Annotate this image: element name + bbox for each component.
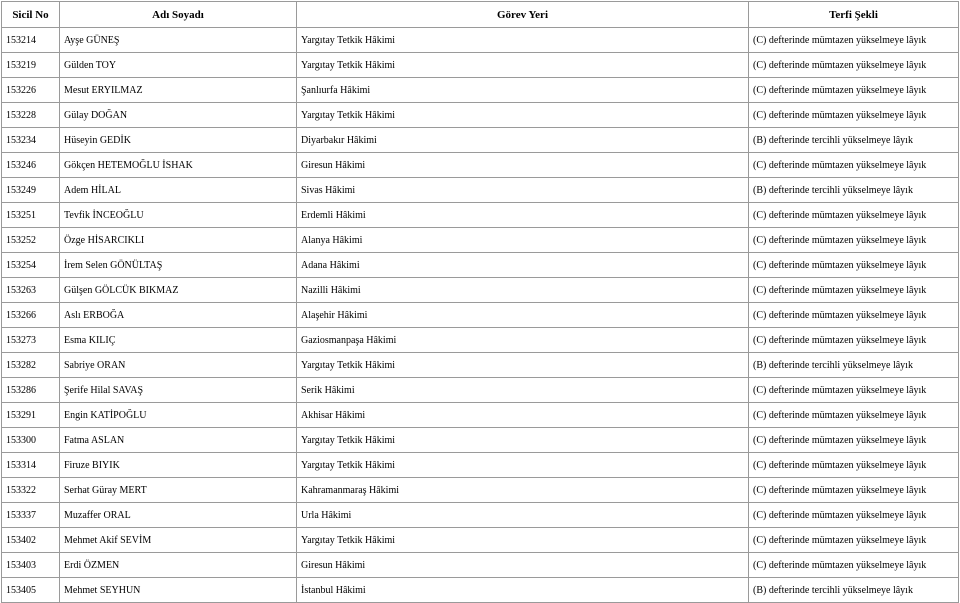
cell-promotion-type: (C) defterinde mümtazen yükselmeye lâyık: [749, 53, 959, 78]
cell-registry-no: 153291: [2, 403, 60, 428]
cell-full-name: Tevfik İNCEOĞLU: [60, 203, 297, 228]
table-row: [2, 178, 959, 203]
table-row: [2, 503, 959, 528]
cell-promotion-type: (C) defterinde mümtazen yükselmeye lâyık: [749, 403, 959, 428]
table-row: [2, 203, 959, 228]
cell-promotion-type: (B) defterinde tercihli yükselmeye lâyık: [749, 128, 959, 153]
cell-registry-no: 153263: [2, 278, 60, 303]
cell-duty-station: Alaşehir Hâkimi: [297, 303, 749, 328]
cell-duty-station: Giresun Hâkimi: [297, 153, 749, 178]
table-row: [2, 153, 959, 178]
table-row: [2, 128, 959, 153]
cell-duty-station: İstanbul Hâkimi: [297, 578, 749, 603]
cell-duty-station: Urla Hâkimi: [297, 503, 749, 528]
table-row: [2, 328, 959, 353]
cell-promotion-type: (C) defterinde mümtazen yükselmeye lâyık: [749, 103, 959, 128]
cell-promotion-type: (C) defterinde mümtazen yükselmeye lâyık: [749, 28, 959, 53]
cell-registry-no: 153214: [2, 28, 60, 53]
table-header: [2, 2, 959, 28]
cell-full-name: Gökçen HETEMOĞLU İSHAK: [60, 153, 297, 178]
cell-full-name: Firuze BIYIK: [60, 453, 297, 478]
table-row: [2, 278, 959, 303]
cell-promotion-type: (C) defterinde mümtazen yükselmeye lâyık: [749, 228, 959, 253]
cell-full-name: Gülay DOĞAN: [60, 103, 297, 128]
table-row: [2, 28, 959, 53]
cell-promotion-type: (C) defterinde mümtazen yükselmeye lâyık: [749, 253, 959, 278]
cell-duty-station: Erdemli Hâkimi: [297, 203, 749, 228]
table-row: [2, 528, 959, 553]
cell-registry-no: 153226: [2, 78, 60, 103]
cell-registry-no: 153402: [2, 528, 60, 553]
cell-registry-no: 153337: [2, 503, 60, 528]
table-row: [2, 578, 959, 603]
cell-duty-station: Kahramanmaraş Hâkimi: [297, 478, 749, 503]
cell-promotion-type: (C) defterinde mümtazen yükselmeye lâyık: [749, 328, 959, 353]
cell-duty-station: Serik Hâkimi: [297, 378, 749, 403]
cell-full-name: Engin KATİPOĞLU: [60, 403, 297, 428]
cell-duty-station: Akhisar Hâkimi: [297, 403, 749, 428]
table-row: [2, 378, 959, 403]
table-row: [2, 478, 959, 503]
table-row: [2, 303, 959, 328]
cell-registry-no: 153246: [2, 153, 60, 178]
cell-registry-no: 153282: [2, 353, 60, 378]
cell-duty-station: Yargıtay Tetkik Hâkimi: [297, 453, 749, 478]
cell-promotion-type: (C) defterinde mümtazen yükselmeye lâyık: [749, 528, 959, 553]
cell-promotion-type: (C) defterinde mümtazen yükselmeye lâyık: [749, 303, 959, 328]
cell-registry-no: 153266: [2, 303, 60, 328]
cell-registry-no: 153403: [2, 553, 60, 578]
cell-duty-station: Sivas Hâkimi: [297, 178, 749, 203]
table-row: [2, 228, 959, 253]
cell-registry-no: 153405: [2, 578, 60, 603]
promotion-list-table: [1, 1, 959, 603]
cell-promotion-type: (B) defterinde tercihli yükselmeye lâyık: [749, 178, 959, 203]
cell-full-name: Serhat Güray MERT: [60, 478, 297, 503]
cell-registry-no: 153249: [2, 178, 60, 203]
cell-duty-station: Adana Hâkimi: [297, 253, 749, 278]
header-registry-no: Sicil No: [2, 2, 60, 28]
cell-duty-station: Gaziosmanpaşa Hâkimi: [297, 328, 749, 353]
cell-registry-no: 153219: [2, 53, 60, 78]
cell-promotion-type: (C) defterinde mümtazen yükselmeye lâyık: [749, 78, 959, 103]
cell-registry-no: 153286: [2, 378, 60, 403]
cell-full-name: Özge HİSARCIKLI: [60, 228, 297, 253]
cell-duty-station: Yargıtay Tetkik Hâkimi: [297, 28, 749, 53]
cell-duty-station: Nazilli Hâkimi: [297, 278, 749, 303]
cell-full-name: Aslı ERBOĞA: [60, 303, 297, 328]
cell-full-name: Gülden TOY: [60, 53, 297, 78]
table-row: [2, 103, 959, 128]
cell-promotion-type: (C) defterinde mümtazen yükselmeye lâyık: [749, 378, 959, 403]
cell-promotion-type: (C) defterinde mümtazen yükselmeye lâyık: [749, 453, 959, 478]
cell-full-name: Mehmet Akif SEVİM: [60, 528, 297, 553]
cell-registry-no: 153228: [2, 103, 60, 128]
cell-duty-station: Yargıtay Tetkik Hâkimi: [297, 103, 749, 128]
cell-registry-no: 153252: [2, 228, 60, 253]
table-row: [2, 403, 959, 428]
cell-promotion-type: (C) defterinde mümtazen yükselmeye lâyık: [749, 478, 959, 503]
table-row: [2, 453, 959, 478]
cell-promotion-type: (B) defterinde tercihli yükselmeye lâyık: [749, 578, 959, 603]
table-row: [2, 353, 959, 378]
cell-promotion-type: (C) defterinde mümtazen yükselmeye lâyık: [749, 278, 959, 303]
cell-full-name: Hüseyin GEDİK: [60, 128, 297, 153]
cell-duty-station: Yargıtay Tetkik Hâkimi: [297, 428, 749, 453]
cell-registry-no: 153234: [2, 128, 60, 153]
cell-registry-no: 153251: [2, 203, 60, 228]
cell-duty-station: Yargıtay Tetkik Hâkimi: [297, 53, 749, 78]
cell-duty-station: Yargıtay Tetkik Hâkimi: [297, 353, 749, 378]
table-body: [2, 28, 959, 603]
cell-full-name: Şerife Hilal SAVAŞ: [60, 378, 297, 403]
cell-full-name: Adem HİLAL: [60, 178, 297, 203]
cell-duty-station: Şanlıurfa Hâkimi: [297, 78, 749, 103]
cell-registry-no: 153273: [2, 328, 60, 353]
cell-full-name: Muzaffer ORAL: [60, 503, 297, 528]
cell-promotion-type: (C) defterinde mümtazen yükselmeye lâyık: [749, 153, 959, 178]
table-row: [2, 253, 959, 278]
cell-full-name: Erdi ÖZMEN: [60, 553, 297, 578]
cell-duty-station: Yargıtay Tetkik Hâkimi: [297, 528, 749, 553]
cell-registry-no: 153254: [2, 253, 60, 278]
cell-promotion-type: (C) defterinde mümtazen yükselmeye lâyık: [749, 503, 959, 528]
cell-duty-station: Diyarbakır Hâkimi: [297, 128, 749, 153]
header-promotion-type: Terfi Şekli: [749, 2, 959, 28]
cell-full-name: Fatma ASLAN: [60, 428, 297, 453]
cell-promotion-type: (B) defterinde tercihli yükselmeye lâyık: [749, 353, 959, 378]
table-row: [2, 428, 959, 453]
header-full-name: Adı Soyadı: [60, 2, 297, 28]
cell-full-name: Ayşe GÜNEŞ: [60, 28, 297, 53]
cell-full-name: Mehmet SEYHUN: [60, 578, 297, 603]
cell-full-name: Sabriye ORAN: [60, 353, 297, 378]
cell-full-name: Mesut ERYILMAZ: [60, 78, 297, 103]
cell-full-name: Gülşen GÖLCÜK BIKMAZ: [60, 278, 297, 303]
table-row: [2, 78, 959, 103]
cell-promotion-type: (C) defterinde mümtazen yükselmeye lâyık: [749, 553, 959, 578]
cell-registry-no: 153300: [2, 428, 60, 453]
cell-full-name: Esma KILIÇ: [60, 328, 297, 353]
cell-registry-no: 153322: [2, 478, 60, 503]
cell-promotion-type: (C) defterinde mümtazen yükselmeye lâyık: [749, 203, 959, 228]
cell-duty-station: Alanya Hâkimi: [297, 228, 749, 253]
header-duty-station: Görev Yeri: [297, 2, 749, 28]
cell-duty-station: Giresun Hâkimi: [297, 553, 749, 578]
cell-registry-no: 153314: [2, 453, 60, 478]
table-row: [2, 553, 959, 578]
header-row: [2, 2, 959, 28]
cell-promotion-type: (C) defterinde mümtazen yükselmeye lâyık: [749, 428, 959, 453]
cell-full-name: İrem Selen GÖNÜLTAŞ: [60, 253, 297, 278]
table-row: [2, 53, 959, 78]
